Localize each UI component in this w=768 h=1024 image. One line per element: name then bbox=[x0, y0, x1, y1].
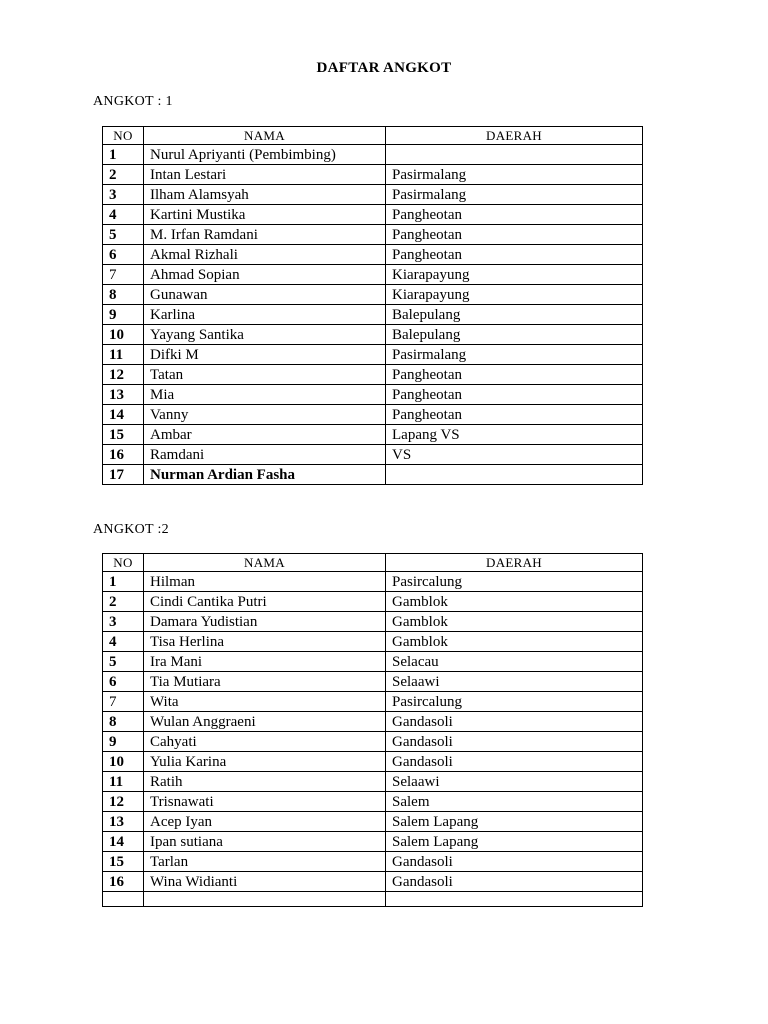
angkot-2-table bbox=[102, 553, 643, 907]
cell-no: 13 bbox=[103, 812, 144, 832]
cell-no: 16 bbox=[103, 872, 144, 892]
cell-no: 12 bbox=[103, 792, 144, 812]
column-header-daerah: DAERAH bbox=[386, 127, 643, 145]
cell-no: 5 bbox=[103, 225, 144, 245]
cell-nama: Cindi Cantika Putri bbox=[144, 592, 386, 612]
cell-daerah: Pangheotan bbox=[386, 365, 643, 385]
document-title: DAFTAR ANGKOT bbox=[316, 60, 452, 76]
cell-daerah: Gandasoli bbox=[386, 732, 643, 752]
table-row bbox=[103, 385, 643, 405]
cell-nama: Karlina bbox=[144, 305, 386, 325]
table-row bbox=[103, 852, 643, 872]
cell-nama: Damara Yudistian bbox=[144, 612, 386, 632]
cell-nama: Ira Mani bbox=[144, 652, 386, 672]
table-row bbox=[103, 425, 643, 445]
cell-daerah bbox=[386, 892, 643, 907]
cell-daerah: Selacau bbox=[386, 652, 643, 672]
cell-no: 14 bbox=[103, 405, 144, 425]
cell-daerah: Pangheotan bbox=[386, 245, 643, 265]
table-row bbox=[103, 165, 643, 185]
cell-nama: Hilman bbox=[144, 572, 386, 592]
table-row bbox=[103, 832, 643, 852]
table-row bbox=[103, 872, 643, 892]
cell-nama: Nurul Apriyanti (Pembimbing) bbox=[144, 145, 386, 165]
table-row bbox=[103, 732, 643, 752]
cell-no: 7 bbox=[103, 265, 144, 285]
table-row bbox=[103, 205, 643, 225]
cell-daerah: Salem Lapang bbox=[386, 832, 643, 852]
table-row bbox=[103, 265, 643, 285]
cell-nama: M. Irfan Ramdani bbox=[144, 225, 386, 245]
cell-nama: Yayang Santika bbox=[144, 325, 386, 345]
cell-daerah: Gamblok bbox=[386, 592, 643, 612]
cell-no: 15 bbox=[103, 852, 144, 872]
cell-daerah: Gandasoli bbox=[386, 872, 643, 892]
cell-daerah: Balepulang bbox=[386, 305, 643, 325]
cell-nama bbox=[144, 892, 386, 907]
cell-daerah: Balepulang bbox=[386, 325, 643, 345]
cell-nama: Ipan sutiana bbox=[144, 832, 386, 852]
cell-daerah: Pasircalung bbox=[386, 572, 643, 592]
cell-daerah: Pangheotan bbox=[386, 405, 643, 425]
cell-daerah: Pangheotan bbox=[386, 205, 643, 225]
cell-nama: Wina Widianti bbox=[144, 872, 386, 892]
cell-nama: Intan Lestari bbox=[144, 165, 386, 185]
cell-nama: Wita bbox=[144, 692, 386, 712]
cell-nama: Tisa Herlina bbox=[144, 632, 386, 652]
column-header-nama: NAMA bbox=[144, 554, 386, 572]
cell-nama: Acep Iyan bbox=[144, 812, 386, 832]
table-row bbox=[103, 325, 643, 345]
cell-no: 15 bbox=[103, 425, 144, 445]
cell-daerah: Pasircalung bbox=[386, 692, 643, 712]
cell-no bbox=[103, 892, 144, 907]
table-row bbox=[103, 405, 643, 425]
table-row bbox=[103, 245, 643, 265]
column-header-no: NO bbox=[103, 554, 144, 572]
cell-no: 6 bbox=[103, 245, 144, 265]
cell-daerah: Kiarapayung bbox=[386, 265, 643, 285]
table-row bbox=[103, 672, 643, 692]
cell-nama: Ambar bbox=[144, 425, 386, 445]
cell-no: 7 bbox=[103, 692, 144, 712]
table-row bbox=[103, 652, 643, 672]
cell-no: 17 bbox=[103, 465, 144, 485]
cell-no: 13 bbox=[103, 385, 144, 405]
cell-nama: Vanny bbox=[144, 405, 386, 425]
cell-no: 4 bbox=[103, 632, 144, 652]
table-row bbox=[103, 305, 643, 325]
cell-daerah: Lapang VS bbox=[386, 425, 643, 445]
cell-nama: Tia Mutiara bbox=[144, 672, 386, 692]
cell-no: 8 bbox=[103, 712, 144, 732]
cell-no: 2 bbox=[103, 165, 144, 185]
table-row bbox=[103, 612, 643, 632]
cell-no: 10 bbox=[103, 752, 144, 772]
table-header-row bbox=[103, 554, 643, 572]
table-row bbox=[103, 692, 643, 712]
cell-no: 10 bbox=[103, 325, 144, 345]
table-row bbox=[103, 225, 643, 245]
table-row bbox=[103, 345, 643, 365]
table-row bbox=[103, 285, 643, 305]
cell-nama: Wulan Anggraeni bbox=[144, 712, 386, 732]
cell-no: 12 bbox=[103, 365, 144, 385]
cell-nama: Gunawan bbox=[144, 285, 386, 305]
cell-daerah: Pasirmalang bbox=[386, 185, 643, 205]
cell-nama: Akmal Rizhali bbox=[144, 245, 386, 265]
table-row bbox=[103, 632, 643, 652]
cell-daerah: Gandasoli bbox=[386, 852, 643, 872]
cell-no: 11 bbox=[103, 345, 144, 365]
cell-no: 11 bbox=[103, 772, 144, 792]
cell-daerah: Pasirmalang bbox=[386, 345, 643, 365]
cell-no: 1 bbox=[103, 572, 144, 592]
cell-daerah bbox=[386, 145, 643, 165]
cell-no: 3 bbox=[103, 185, 144, 205]
cell-nama: Yulia Karina bbox=[144, 752, 386, 772]
table-row bbox=[103, 145, 643, 165]
cell-no: 5 bbox=[103, 652, 144, 672]
cell-nama: Ramdani bbox=[144, 445, 386, 465]
cell-no: 3 bbox=[103, 612, 144, 632]
cell-nama: Ilham Alamsyah bbox=[144, 185, 386, 205]
table-row bbox=[103, 752, 643, 772]
column-header-nama: NAMA bbox=[144, 127, 386, 145]
cell-no: 8 bbox=[103, 285, 144, 305]
cell-nama: Cahyati bbox=[144, 732, 386, 752]
angkot-1-label: ANGKOT : 1 bbox=[93, 94, 173, 109]
column-header-no: NO bbox=[103, 127, 144, 145]
cell-daerah bbox=[386, 465, 643, 485]
cell-nama: Nurman Ardian Fasha bbox=[144, 465, 386, 485]
cell-no: 1 bbox=[103, 145, 144, 165]
cell-daerah: Selaawi bbox=[386, 672, 643, 692]
cell-daerah: Selaawi bbox=[386, 772, 643, 792]
table-row bbox=[103, 365, 643, 385]
cell-nama: Mia bbox=[144, 385, 386, 405]
cell-daerah: Pangheotan bbox=[386, 225, 643, 245]
cell-daerah: Salem bbox=[386, 792, 643, 812]
table-row bbox=[103, 592, 643, 612]
table-row bbox=[103, 185, 643, 205]
cell-no: 9 bbox=[103, 305, 144, 325]
cell-daerah: Kiarapayung bbox=[386, 285, 643, 305]
table-row bbox=[103, 445, 643, 465]
table-row bbox=[103, 812, 643, 832]
cell-daerah: Pasirmalang bbox=[386, 165, 643, 185]
cell-daerah: Gamblok bbox=[386, 632, 643, 652]
cell-nama: Tarlan bbox=[144, 852, 386, 872]
cell-no: 16 bbox=[103, 445, 144, 465]
cell-daerah: Pangheotan bbox=[386, 385, 643, 405]
cell-daerah: VS bbox=[386, 445, 643, 465]
cell-no: 9 bbox=[103, 732, 144, 752]
cell-no: 4 bbox=[103, 205, 144, 225]
cell-daerah: Gamblok bbox=[386, 612, 643, 632]
table-row bbox=[103, 792, 643, 812]
cell-nama: Trisnawati bbox=[144, 792, 386, 812]
angkot-2-label: ANGKOT :2 bbox=[93, 522, 169, 537]
cell-no: 14 bbox=[103, 832, 144, 852]
cell-daerah: Gandasoli bbox=[386, 712, 643, 732]
cell-nama: Ahmad Sopian bbox=[144, 265, 386, 285]
table-row bbox=[103, 712, 643, 732]
cell-daerah: Salem Lapang bbox=[386, 812, 643, 832]
cell-nama: Difki M bbox=[144, 345, 386, 365]
cell-nama: Tatan bbox=[144, 365, 386, 385]
cell-nama: Ratih bbox=[144, 772, 386, 792]
table-row bbox=[103, 572, 643, 592]
cell-daerah: Gandasoli bbox=[386, 752, 643, 772]
angkot-1-table bbox=[102, 126, 643, 485]
table-row bbox=[103, 772, 643, 792]
cell-no: 2 bbox=[103, 592, 144, 612]
cell-no: 6 bbox=[103, 672, 144, 692]
column-header-daerah: DAERAH bbox=[386, 554, 643, 572]
table-header-row bbox=[103, 127, 643, 145]
cell-nama: Kartini Mustika bbox=[144, 205, 386, 225]
table-row bbox=[103, 465, 643, 485]
table-row-empty bbox=[103, 892, 643, 907]
